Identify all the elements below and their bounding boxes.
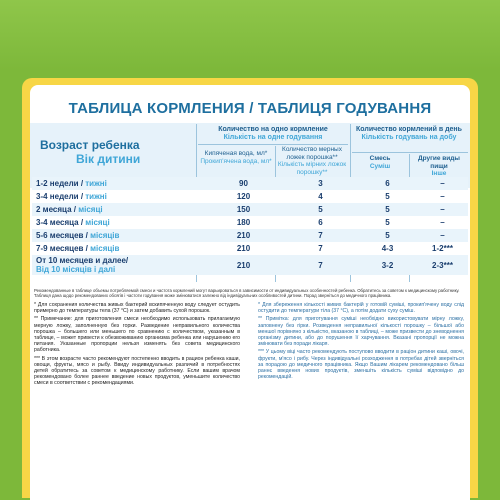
other-food-cell: –: [417, 177, 468, 190]
formula-cell: 5: [358, 203, 417, 216]
table-row: [32, 203, 468, 216]
other-food-header: [410, 155, 468, 178]
scoops-header: [276, 146, 348, 176]
per-feed-header-ua: Кількість на одне годування: [223, 134, 323, 141]
water-cell: 210: [204, 255, 283, 275]
per-feed-header-ru: Количество на одно кормление: [218, 126, 328, 133]
table-row: [32, 255, 468, 275]
recommendation-note: Рекомендованные в таблице объемы потребляемой смеси и частота кормлений могут варьироваться в зависимости от индивидуальных особенностей ребенка. Обратитесь за советом к медицинскому работнику. Таблиця дана щодо рекомендованих обсягів і частоти годування може змінюватися залежно від індивідуальних особливостей дитини. Порад зверніться до медичного працівника.: [34, 288, 460, 299]
age-column-header: [40, 138, 190, 166]
table-row: [32, 216, 468, 229]
other-food-cell: –: [417, 190, 468, 203]
other-food-header-ua: Інше: [431, 170, 447, 177]
scoops-cell: 6: [283, 216, 358, 229]
scoops-cell: 5: [283, 203, 358, 216]
scoops-header-ua: Кількість мірних ложок порошку**: [277, 161, 347, 176]
age-cell: 5-6 месяцев / місяців: [32, 229, 204, 242]
formula-cell: 4-3: [358, 242, 417, 255]
age-cell: 3-4 недели / тижні: [32, 190, 204, 203]
background-top: [0, 0, 500, 70]
water-cell: 210: [204, 229, 283, 242]
feeding-table: [32, 177, 468, 275]
scoops-cell: 7: [283, 255, 358, 275]
table-row: [32, 242, 468, 255]
other-food-cell: 2-3***: [417, 255, 468, 275]
age-cell: 1-2 недели / тижні: [32, 177, 204, 190]
note-ua-scoop: ** Примітка: для приготування суміші необхідно використовувати мірну ложку, заповнену без гірки. Розведення неправильної кількості порошку – більшої або меншої порівняно з кількістю, вказаною в таблиці, – може призвести до зневоднення організму дитини, або до порушення її харчування. Вказані пропорції не можна змінювати без поради лікаря.: [258, 316, 464, 348]
formula-cell: 5: [358, 229, 417, 242]
per-day-header-ru: Количество кормлений в день: [356, 126, 462, 133]
age-cell: От 10 месяцев и далее/ Від 10 місяців і далі: [32, 255, 204, 275]
water-cell: 90: [204, 177, 283, 190]
water-cell: 120: [204, 190, 283, 203]
formula-cell: 3-2: [358, 255, 417, 275]
age-cell: 2 месяца / місяці: [32, 203, 204, 216]
water-cell: 180: [204, 216, 283, 229]
note-ru-scoop: ** Примечание: для приготовления смеси необходимо использовать прилагаемую мерную ложку, заполненную без горки. Разведение неправильного количества порошка – большего или меньшего по сравнению с количеством, указанным в таблице, – может привести к обезвоживанию организма ребенка или нарушению его питания. Указанные пропорции нельзя изменять без совета медицинского работника.: [34, 316, 240, 354]
formula-header: [352, 155, 408, 170]
age-cell: 3-4 месяца / місяці: [32, 216, 204, 229]
formula-cell: 5: [358, 216, 417, 229]
note-ru-age: *** В этом возрасте часто рекомендуют постепенно вводить в рацион ребенка каши, овощи, фрукты, мясо и рыбу. Ввиду индивидуальных различий в потребностях детей обратитесь за советом к медицинскому работнику. Если вашим врачом рекомендовано более раннее введение новых продуктов, уменьшите количество смеси в соответствии с рекомендациями.: [34, 355, 240, 387]
note-ru-water: * Для сохранения количества живых бактерий вскипяченную воду следует остудить примерно до температуры тела (37 °С) и затем добавить сухой порошок.: [34, 302, 240, 315]
water-cell: 210: [204, 242, 283, 255]
notes-ua-column: [258, 302, 464, 382]
water-header: [198, 150, 274, 165]
formula-cell: 5: [358, 190, 417, 203]
page-title: ТАБЛИЦА КОРМЛЕНИЯ / ТАБЛИЦЯ ГОДУВАННЯ: [68, 100, 432, 117]
other-food-header-ru: Другие виды пищи: [418, 155, 460, 170]
formula-header-ru: Смесь: [369, 155, 391, 162]
header-divider: [198, 144, 348, 145]
other-food-cell: 1-2***: [417, 242, 468, 255]
per-day-header-ua: Кількість годувань на добу: [361, 134, 457, 141]
water-header-ru: Кипяченая вода, мл*: [204, 150, 268, 157]
table-row: [32, 190, 468, 203]
formula-header-ua: Суміш: [369, 162, 391, 170]
scoops-cell: 7: [283, 242, 358, 255]
scoops-header-ru: Количество мерных ложек порошка**: [282, 146, 342, 161]
scoops-cell: 7: [283, 229, 358, 242]
water-cell: 150: [204, 203, 283, 216]
note-ua-water: * Для збереження кількості живих бактерій у готовій суміші, прокип'ячену воду слід остудити до температури тіла (37 °С), а потім додати суху суміш.: [258, 302, 464, 315]
water-header-ua: Прокип'ячена вода, мл*: [200, 157, 272, 165]
age-cell: 7-9 месяцев / місяців: [32, 242, 204, 255]
table-row: [32, 177, 468, 190]
per-day-header: [352, 126, 466, 142]
formula-cell: 6: [358, 177, 417, 190]
other-food-cell: –: [417, 203, 468, 216]
header-divider: [352, 152, 468, 153]
scoops-cell: 3: [283, 177, 358, 190]
other-food-cell: –: [417, 216, 468, 229]
other-food-cell: –: [417, 229, 468, 242]
note-ua-age: *** У цьому віці часто рекомендують поступово вводити в раціон дитини каші, овочі, фрукти, м'ясо і рибу. Через індивідуальні розходження в потребах дітей зверніться за порадою до медичного працівника. Якщо Вашим лікарем рекомендовано більш раннє введення нових продуктів, зменшіть кількість суміші відповідно до рекомендацій.: [258, 349, 464, 381]
table-row: [32, 229, 468, 242]
scoops-cell: 4: [283, 190, 358, 203]
per-feed-header: [198, 126, 348, 142]
age-header-ru: Возраст ребенка: [40, 138, 140, 152]
notes-ru-column: [34, 302, 240, 389]
age-header-ua: Вік дитини: [76, 152, 141, 166]
